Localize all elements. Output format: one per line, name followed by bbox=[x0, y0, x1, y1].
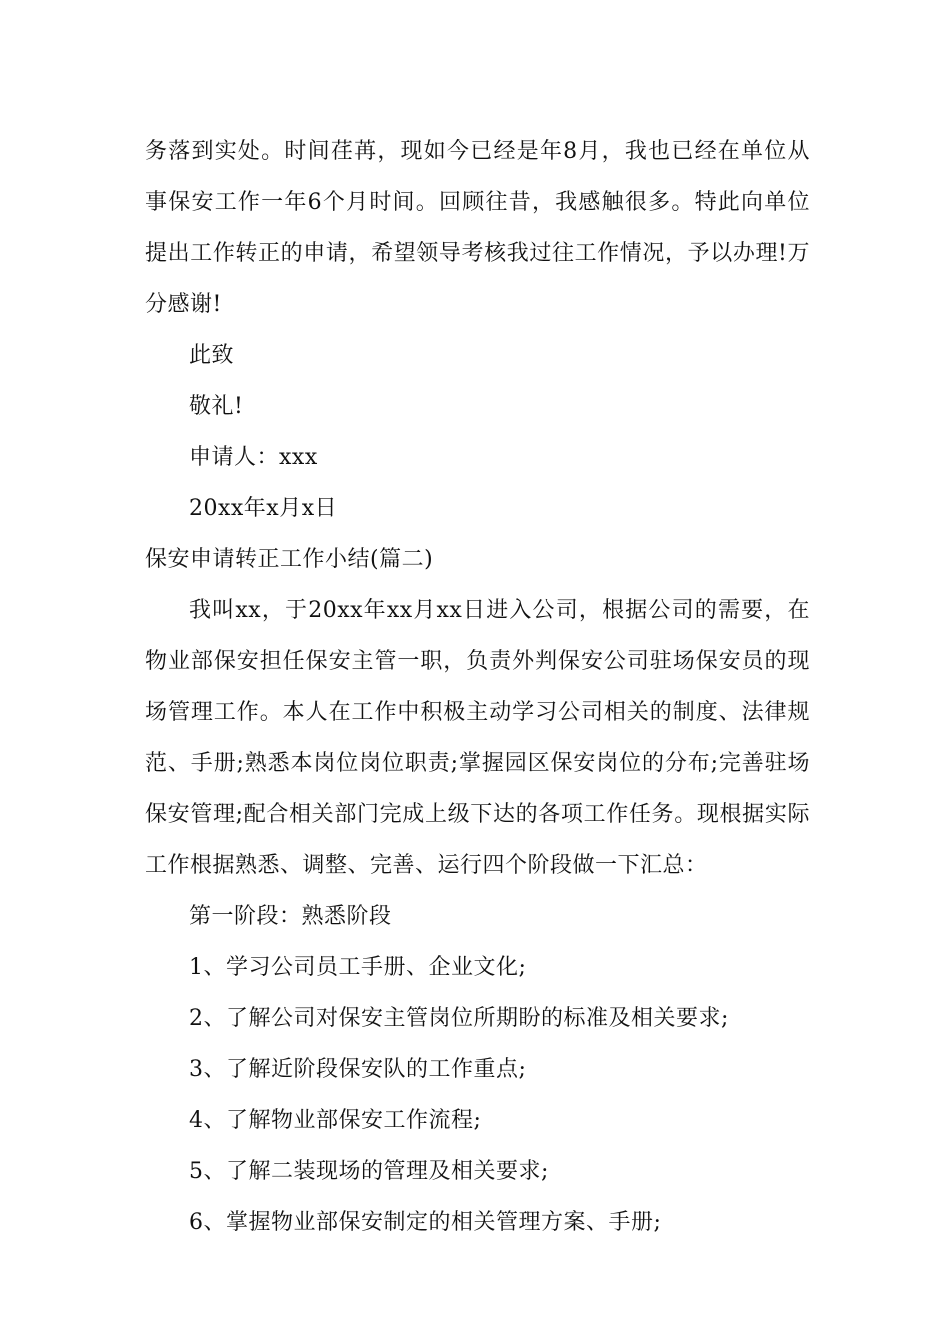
section-title: 保安申请转正工作小结(篇二) bbox=[145, 547, 434, 572]
phase-title: 第一阶段：熟悉阶段 bbox=[189, 904, 392, 929]
list-item: 3、了解近阶段保安队的工作重点; bbox=[189, 1057, 527, 1082]
application-date: 20xx年x月x日 bbox=[189, 496, 338, 521]
list-item: 6、掌握物业部保安制定的相关管理方案、手册; bbox=[189, 1210, 662, 1235]
closing-regards: 敬礼! bbox=[189, 394, 244, 419]
applicant-signature: 申请人：xxx bbox=[189, 445, 318, 470]
closing-salutation: 此致 bbox=[189, 343, 235, 368]
document-body bbox=[145, 126, 810, 1248]
intro-paragraph: 务落到实处。时间荏苒，现如今已经是年8月，我也已经在单位从事保安工作一年6个月时间。回顾往昔，我感触很多。特此向单位提出工作转正的申请，希望领导考核我过往工作情况，予以办理!万分感谢! bbox=[145, 139, 810, 317]
list-item: 4、了解物业部保安工作流程; bbox=[189, 1108, 482, 1133]
list-item: 2、了解公司对保安主管岗位所期盼的标准及相关要求; bbox=[189, 1006, 729, 1031]
body-paragraph: 我叫xx，于20xx年xx月xx日进入公司，根据公司的需要，在物业部保安担任保安主管一职，负责外判保安公司驻场保安员的现场管理工作。本人在工作中积极主动学习公司相关的制度、法律规范、手册;熟悉本岗位岗位职责;掌握园区保安岗位的分布;完善驻场保安管理;配合相关部门完成上级下达的各项工作任务。现根据实际工作根据熟悉、调整、完善、运行四个阶段做一下汇总： bbox=[145, 598, 810, 878]
list-item: 1、学习公司员工手册、企业文化; bbox=[189, 955, 527, 980]
list-item: 5、了解二装现场的管理及相关要求; bbox=[189, 1159, 549, 1184]
